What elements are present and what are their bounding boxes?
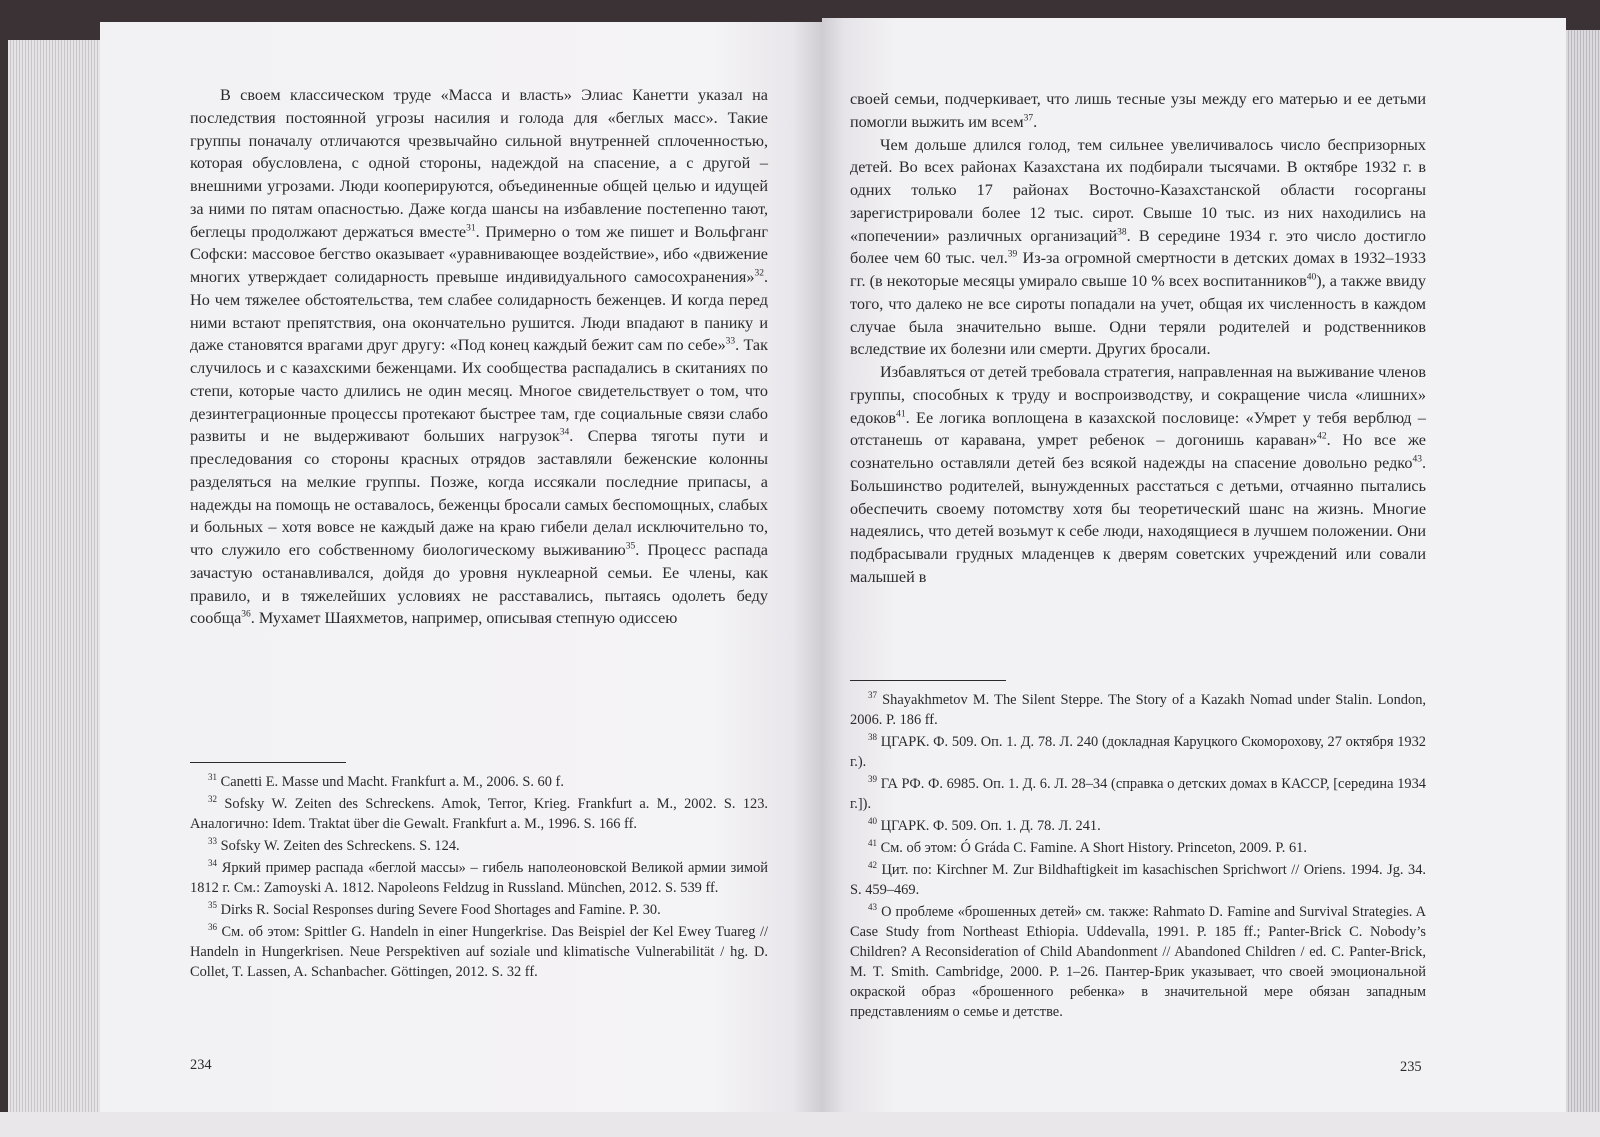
footnote <box>190 794 768 834</box>
body-text-run: Из-за огромной смертности в детских домах в 1932–1933 гг. (в некоторые месяцы умирало свыше 10 % всех воспитанников <box>850 249 1426 290</box>
body-text-run: своей семьи, подчеркивает, что лишь тесные узы между его матерью и ее детьми помогли выжить им всем <box>850 90 1426 131</box>
footnote-text: Цит. по: Kirchner M. Zur Bildhaftigkeit im kasachischen Sprichwort // Oriens. 1994. Jg. 34. S. 459–469. <box>850 862 1426 898</box>
right-page-body <box>850 88 1426 589</box>
body-paragraph <box>850 361 1426 589</box>
footnote-ref: 33 <box>725 336 736 347</box>
body-text-run: . В середине 1934 г. это число достигло более чем 60 тыс. чел. <box>850 226 1426 268</box>
footnote-ref: 38 <box>1117 227 1127 238</box>
footnote-text: О проблеме «брошенных детей» см. также: Rahmato D. Famine and Survival Strategies. A Case Study from Northeast Ethiopia. Uddevalla, 1991. P. 185 ff.; Panter-Brick C. Nobody’s Children? A Reconsideration of Child Abandonment // Abandoned Children / ed. C. Panter-Brick, M. T. Smith. Cambridge, 2000. P. 1–26. Пантер-Брик указывает, что своей эмоциональной окраской образ «брошенного ребенка» в значительной мере обязан западным представлениям о семье и детстве. <box>850 904 1426 1020</box>
footnote-text: ЦГАРК. Ф. 509. Оп. 1. Д. 78. Л. 241. <box>877 818 1101 834</box>
footnote-text: ЦГАРК. Ф. 509. Оп. 1. Д. 78. Л. 240 (докладная Каруцкого Скоморохову, 27 октября 1932 г.). <box>850 734 1426 770</box>
footnote-number: 41 <box>868 838 877 849</box>
body-text-run: Чем дольше длился голод, тем сильнее увеличивалось число беспризорных детей. Во всех районах Казахстана их подбирали тысячами. В октябре 1932 г. в одних только 17 районах Восточно-Казахстанской области госорганы зарегистрировали более 12 тыс. сирот. Свыше 10 тыс. из них находились на «попечении» различных организаций <box>850 135 1426 245</box>
footnote-ref: 34 <box>559 427 570 438</box>
body-text-run: ), а также ввиду того, что далеко не все сироты попадали на учет, общая их численность в каждом случае была значительно выше. Одни теряли родителей и родственников вследствие их болезни или смерти. Других бросали. <box>850 272 1426 359</box>
footnote-text: Canetti E. Masse und Macht. Frankfurt a. M., 2006. S. 60 f. <box>217 774 564 790</box>
body-text-run: . Так случилось и с казахскими беженцами. Их сообщества распадались в скитаниях по степи, которые часто длились не один месяц. Многое свидетельствует о том, что дезинтеграционные процессы протекают быстрее там, где социальные связи слабо развиты и не выдерживают больших нагрузок <box>190 336 768 446</box>
footnote-ref: 35 <box>625 541 636 552</box>
footnote-ref: 42 <box>1317 431 1327 442</box>
right-page-footnotes <box>850 690 1426 1024</box>
footnote-number: 38 <box>868 732 877 743</box>
footnote <box>850 838 1426 858</box>
footnote-ref: 40 <box>1306 272 1317 283</box>
footnote-text: Яркий пример распада «беглой массы» – гибель наполеоновской Великой армии зимой 1812 г. См.: Zamoyski A. 1812. Napoleons Feldzug in Russland. München, 2012. S. 539 ff. <box>190 860 768 896</box>
footnote-ref: 39 <box>1007 249 1018 260</box>
footnote-text: См. об этом: Ó Gráda C. Famine. A Short History. Princeton, 2009. P. 61. <box>877 840 1307 856</box>
body-paragraph <box>850 134 1426 362</box>
footnote <box>850 902 1426 1022</box>
body-text-run: . Но чем тяжелее обстоятельства, тем слабее солидарность беженцев. И когда перед ними встают препятствия, она окончательно рушится. Люди впадают в панику и даже становятся врагами друг другу: «Под конец каждый бежит сам по себе» <box>190 268 768 355</box>
body-text-run: . Ее логика воплощена в казахской пословице: «Умрет у тебя верблюд – отстанешь от каравана, умрет ребенок – догонишь караван» <box>850 408 1426 450</box>
left-page-edges <box>8 40 114 1112</box>
footnote-text: Sofsky W. Zeiten des Schreckens. S. 124. <box>217 838 460 854</box>
right-page-edges <box>1566 30 1600 1112</box>
footnote <box>850 860 1426 900</box>
footnote-number: 36 <box>208 922 217 933</box>
left-page-body <box>190 84 768 630</box>
body-text-run: . Примерно о том же пишет и Вольфганг Софски: массовое бегство оказывает «уравнивающее воздействие», ибо «движение многих утверждает солидарность превыше индивидуального самосохранения» <box>190 222 768 286</box>
left-footnote-rule <box>190 762 346 763</box>
footnote-number: 33 <box>208 836 217 847</box>
page-number-left: 234 <box>190 1057 212 1073</box>
footnote <box>850 774 1426 814</box>
footnote-ref: 36 <box>241 609 251 620</box>
footnote-text: Sofsky W. Zeiten des Schreckens. Amok, Terror, Krieg. Frankfurt a. M., 2002. S. 123. Аналогично: Idem. Traktat über die Gewalt. Frankfurt a. M., 1996. S. 166 ff. <box>190 796 768 832</box>
footnote-ref: 31 <box>466 223 476 234</box>
footnote <box>190 900 768 920</box>
footnote-ref: 43 <box>1412 454 1422 465</box>
footnote-text: См. об этом: Spittler G. Handeln in einer Hungerkrise. Das Beispiel der Kel Ewey Tuareg // Handeln in Hungerkrisen. Neue Perspektiven auf soziale und klimatische Vulnerabilität / hg. D. Collet, T. Lassen, A. Schanbacher. Göttingen, 2012. S. 32 ff. <box>190 924 768 980</box>
body-text-run: . Большинство родителей, вынужденных расстаться с детьми, отчаянно пытались обеспечить своему потомству хотя бы теоретический шанс на жизнь. Многие надеялись, что детей возьмут к себе люди, находящиеся в лучшем положении. Они подбрасывали грудных младенцев к дверям советских учреждений или совали малышей в <box>850 454 1426 586</box>
footnote-number: 39 <box>868 774 877 785</box>
footnote <box>190 858 768 898</box>
footnote <box>850 816 1426 836</box>
footnote-ref: 41 <box>896 409 906 420</box>
footnote-ref: 32 <box>754 268 764 279</box>
footnote-number: 42 <box>868 860 877 871</box>
body-text-run: Избавляться от детей требовала стратегия, направленная на выживание членов группы, способных к труду и воспроизводству, и сокращение числа «лишних» едоков <box>850 363 1426 427</box>
body-paragraph <box>190 84 768 630</box>
body-text-run: . Но все же сознательно оставляли детей без всякой надежды на спасение довольно редко <box>850 431 1426 472</box>
footnote <box>190 922 768 982</box>
footnote-text: Dirks R. Social Responses during Severe Food Shortages and Famine. P. 30. <box>217 902 661 918</box>
body-text-run: . Процесс распада зачастую останавливался, дойдя до уровня нуклеарной семьи. Ее члены, как правило, и в тяжелейших условиях не расставались, пытаясь одолеть беду сообща <box>190 541 768 628</box>
page-number-right: 235 <box>1400 1059 1422 1075</box>
footnote <box>190 772 768 792</box>
body-text-run: . Мухамет Шаяхметов, например, описывая степную одиссею <box>250 609 678 628</box>
footnote <box>850 732 1426 772</box>
footnote-number: 37 <box>868 690 877 701</box>
right-footnote-rule <box>850 680 1006 681</box>
footnote-ref: 37 <box>1023 113 1034 124</box>
footnote-number: 40 <box>868 816 877 827</box>
left-page-footnotes <box>190 772 768 984</box>
footnote-number: 35 <box>208 900 217 911</box>
footnote <box>190 836 768 856</box>
footnote-number: 31 <box>208 772 217 783</box>
body-text-run: В своем классическом труде «Масса и власть» Элиас Канетти указал на последствия постоянной угрозы насилия и голода для «беглых масс». Такие группы поначалу отличаются чрезвычайно сильной внутренней сплоченностью, которая обусловлена, с одной стороны, надеждой на спасение, а с другой – внешними угрозами. Люди кооперируются, объединенные общей целью и идущей за ними по пятам опасностью. Даже когда шансы на избавление постепенно тают, беглецы продолжают держаться вместе <box>190 86 768 241</box>
footnote-text: Shayakhmetov M. The Silent Steppe. The Story of a Kazakh Nomad under Stalin. London, 2006. P. 186 ff. <box>850 692 1426 728</box>
footnote-number: 43 <box>868 902 877 913</box>
scan-bottom-strip <box>0 1112 1600 1137</box>
footnote-number: 34 <box>208 858 217 869</box>
footnote <box>850 690 1426 730</box>
body-text-run: . Сперва тяготы пути и преследования со стороны красных отрядов заставляли беженские колонны разделяться на мелкие группы. Позже, когда иссякали последние припасы, а надежды на помощь не оставалось, беженцы бросали самых беспомощных, слабых и больных – хотя вовсе не каждый даже на краю гибели делал исключительно то, что служило его собственному биологическому выживанию <box>190 427 768 559</box>
footnote-number: 32 <box>208 794 217 805</box>
body-text-run: . <box>1033 112 1038 131</box>
footnote-text: ГА РФ. Ф. 6985. Оп. 1. Д. 6. Л. 28–34 (справка о детских домах в КАССР, [середина 1934 г.]). <box>850 776 1426 812</box>
body-paragraph <box>850 88 1426 134</box>
